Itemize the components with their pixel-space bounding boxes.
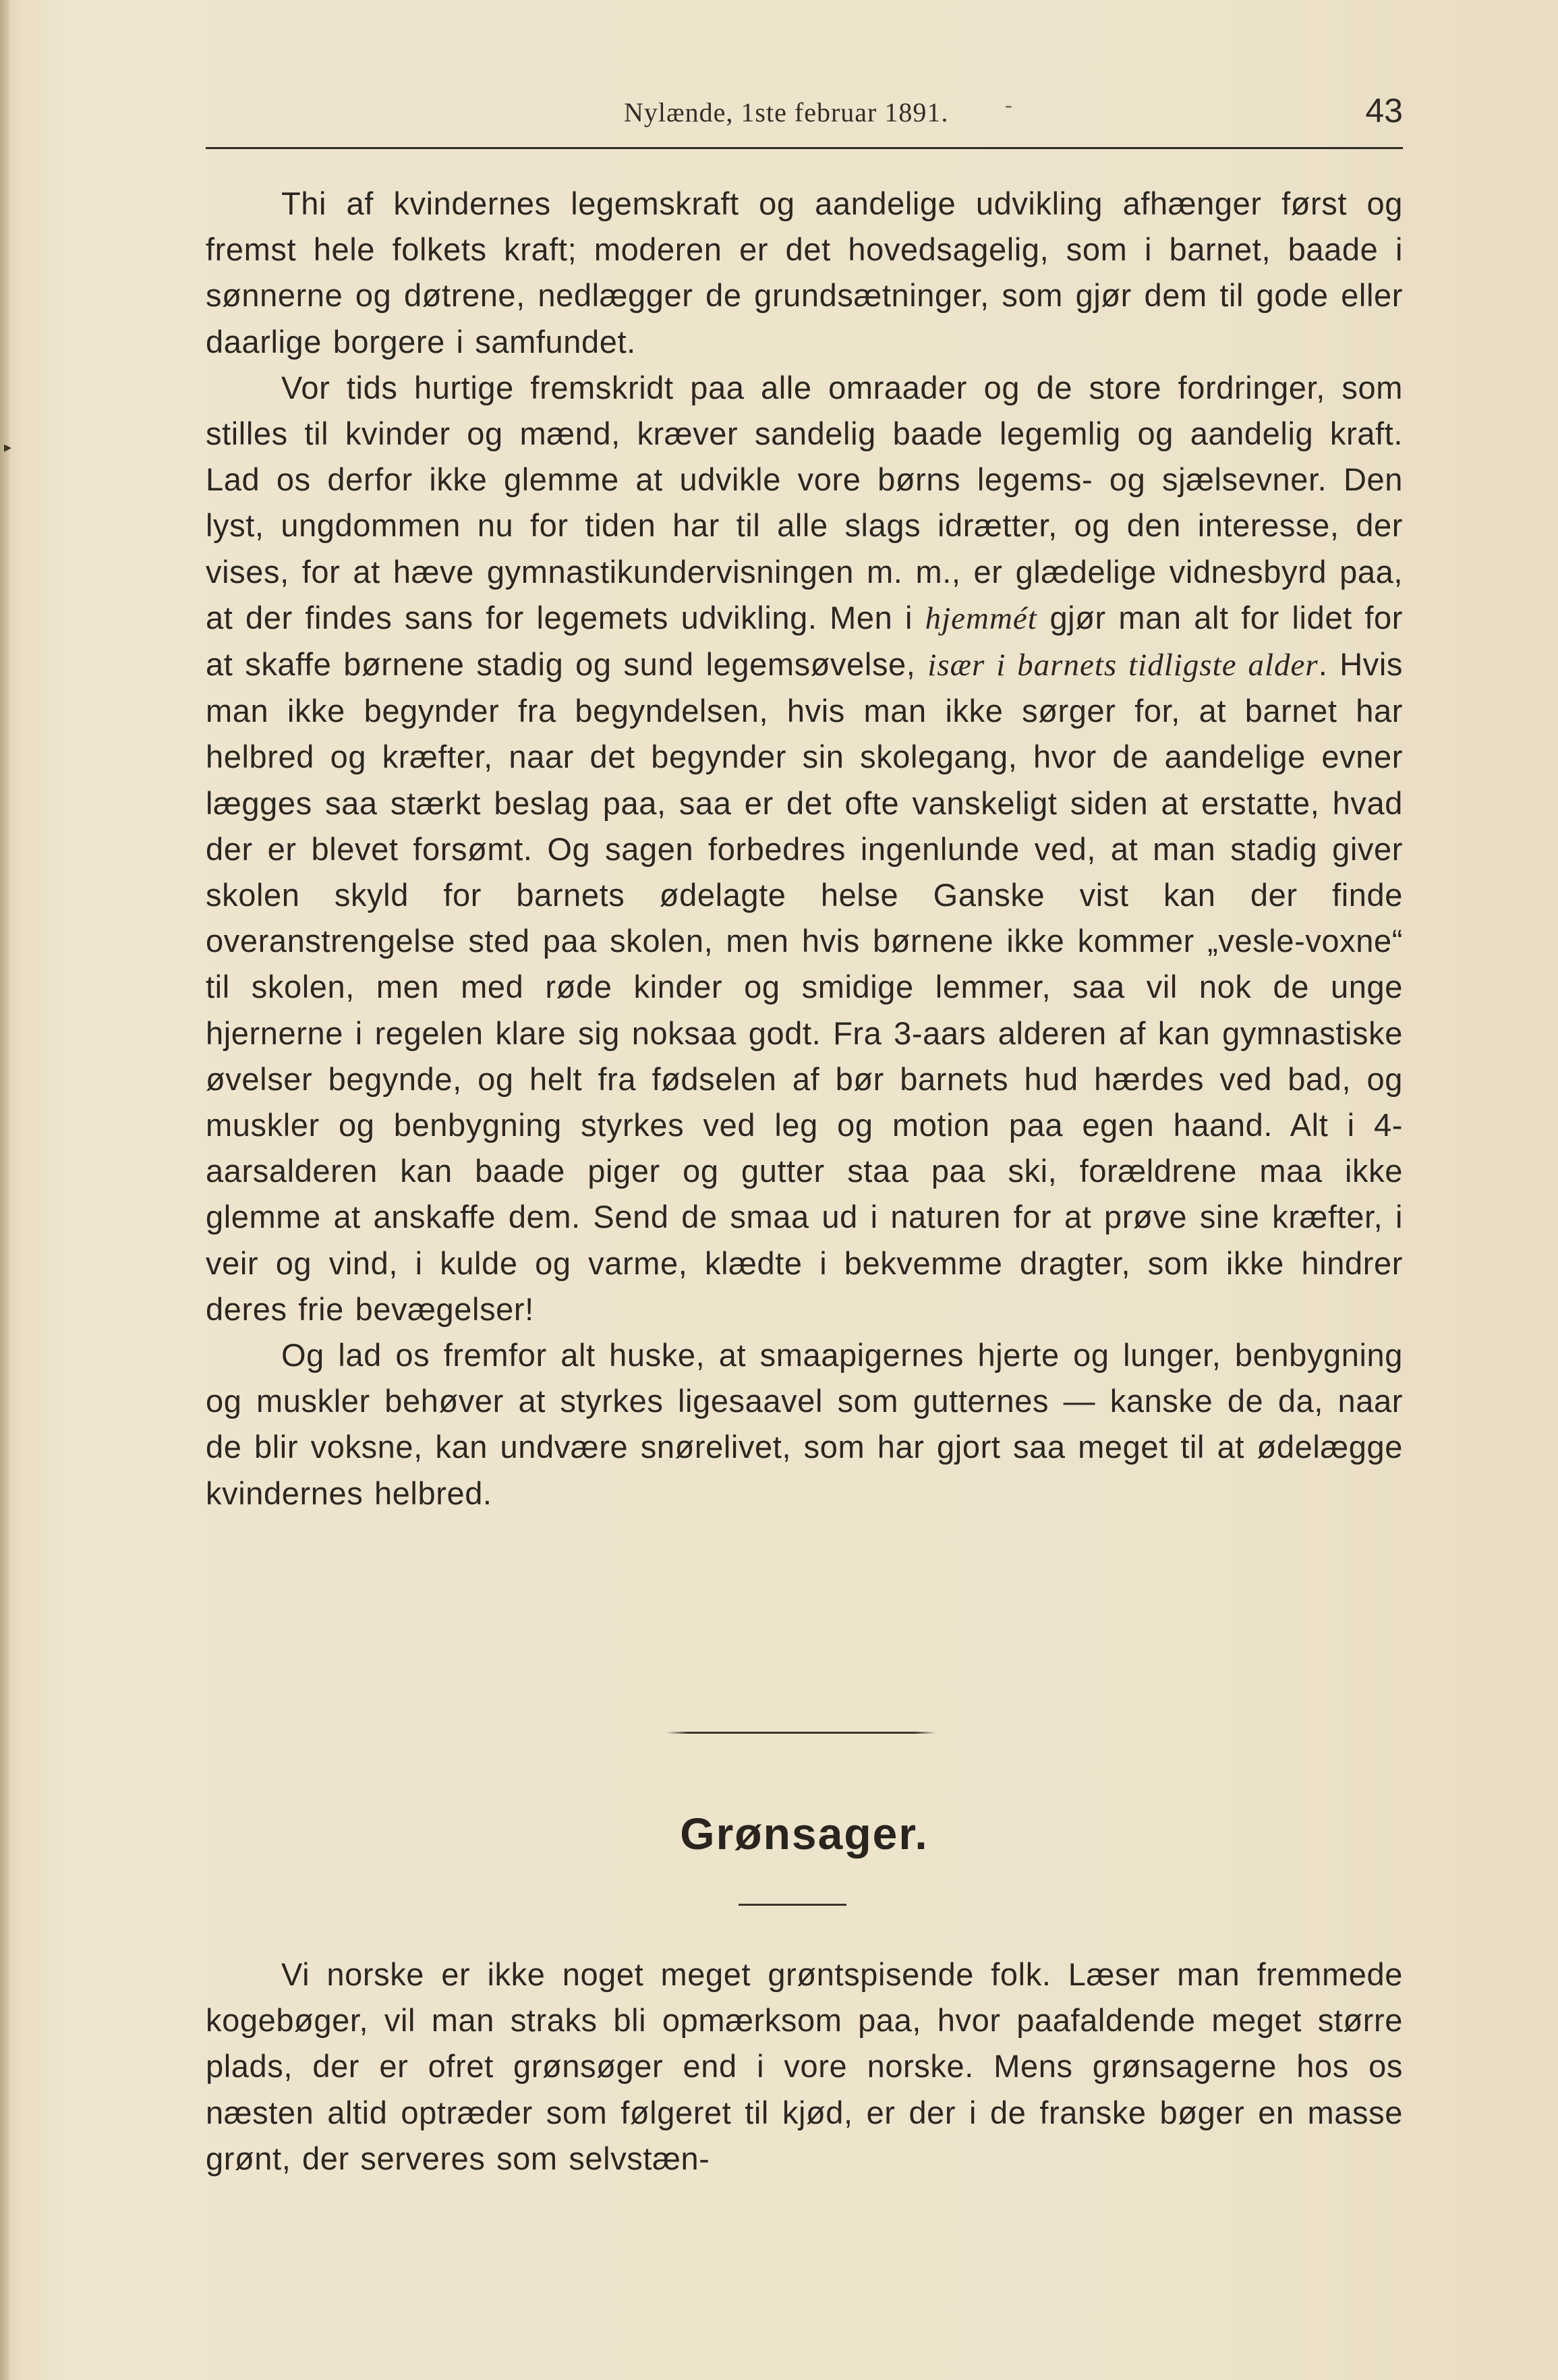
text-run: . Hvis man ikke begynder fra begyndelsen, hvis man ikke sørger for, at barnet har helbred og kræfter, naar det begynder sin skolegang, hvor de aandelige evner lægges saa stærkt beslag paa, saa er det ofte vanskeligt siden at erstatte, hvad der er blevet forsømt. Og sagen forbedres ingenlunde ved, at man stadig giver skolen skyld for barnets ødelagte helse Ganske vist kan der finde overanstrengelse sted paa skolen, men hvis børnene ikke kommer „vesle-voxne“ til skolen, men med røde kinder og smidige lemmer, saa vil nok de unge hjernerne i regelen klare sig noksaa godt. Fra 3-aars alderen af kan gymnastiske øvelser begynde, og helt fra fødselen af bør barnets hud hærdes ved bad, og muskler og benbygning styrkes ved leg og motion paa egen haand. Alt i 4-aarsalderen kan baade piger og gutter staa paa ski, forældrene maa ikke glemme at anskaffe dem. Send de smaa ud i naturen for at prøve sine kræfter, i veir og vind, i kulde og varme, klædte i bekvemme dragter, som ikke hindrer deres frie bevægelser! [206, 646, 1403, 1327]
italic-text: især i barnets tidligste alder [927, 648, 1319, 683]
text-run: gjør man alt for lidet for at skaffe børnene stadig og sund legemsøvelse, [206, 599, 1403, 683]
margin-mark: ▸ [4, 438, 12, 455]
article-body [206, 181, 1403, 1517]
section-heading: Grønsager. [680, 1809, 929, 1859]
running-header [206, 92, 1403, 144]
heading-rule [739, 1904, 846, 1906]
header-ornament: - [1005, 92, 1012, 117]
article-body [206, 1952, 1403, 2182]
running-title: Nylænde, 1ste februar 1891. [624, 97, 949, 128]
page-number: 43 [1365, 92, 1403, 130]
section-separator [666, 1732, 936, 1734]
text-run: Vor tids hurtige fremskridt paa alle omraader og de store fordringer, som stilles til kvinder og mænd, kræver sandelig baade legemlig og aandelig kraft. Lad os derfor ikke glemme at udvikle vore børns legems- og sjælsevner. Den lyst, ungdommen nu for tiden har til alle slags idrætter, og den interesse, der vises, for at hæve gymnastikundervisningen m. m., er glædelige vidnesbyrd paa, at der findes sans for legemets udvikling. Men i [206, 369, 1403, 635]
page-binding-edge [0, 0, 12, 2380]
paragraph [206, 365, 1403, 1332]
paragraph: Og lad os fremfor alt huske, at smaapigernes hjerte og lunger, benbygning og muskler behøver at styrkes ligesaavel som gutternes — kanske de da, naar de blir voksne, kan undvære snørelivet, som har gjort saa meget til at ødelægge kvindernes helbred. [206, 1337, 1403, 1511]
paragraph: Thi af kvindernes legemskraft og aandelige udvikling afhænger først og fremst hele folkets kraft; moderen er det hovedsagelig, som i barnet, baade i sønnerne og døtrene, nedlægger de grundsætninger, som gjør dem til gode eller daarlige borgere i samfundet. [206, 186, 1403, 360]
header-rule [206, 147, 1403, 149]
italic-text: hjemmét [925, 600, 1037, 636]
paragraph: Vi norske er ikke noget meget grøntspisende folk. Læser man fremmede kogebøger, vil man straks bli opmærksom paa, hvor paafaldende meget større plads, der er ofret grønsøger end i vore norske. Mens grønsagerne hos os næsten altid optræder som følgeret til kjød, er der i de franske bøger en masse grønt, der serveres som selvstæn- [206, 1956, 1403, 2176]
